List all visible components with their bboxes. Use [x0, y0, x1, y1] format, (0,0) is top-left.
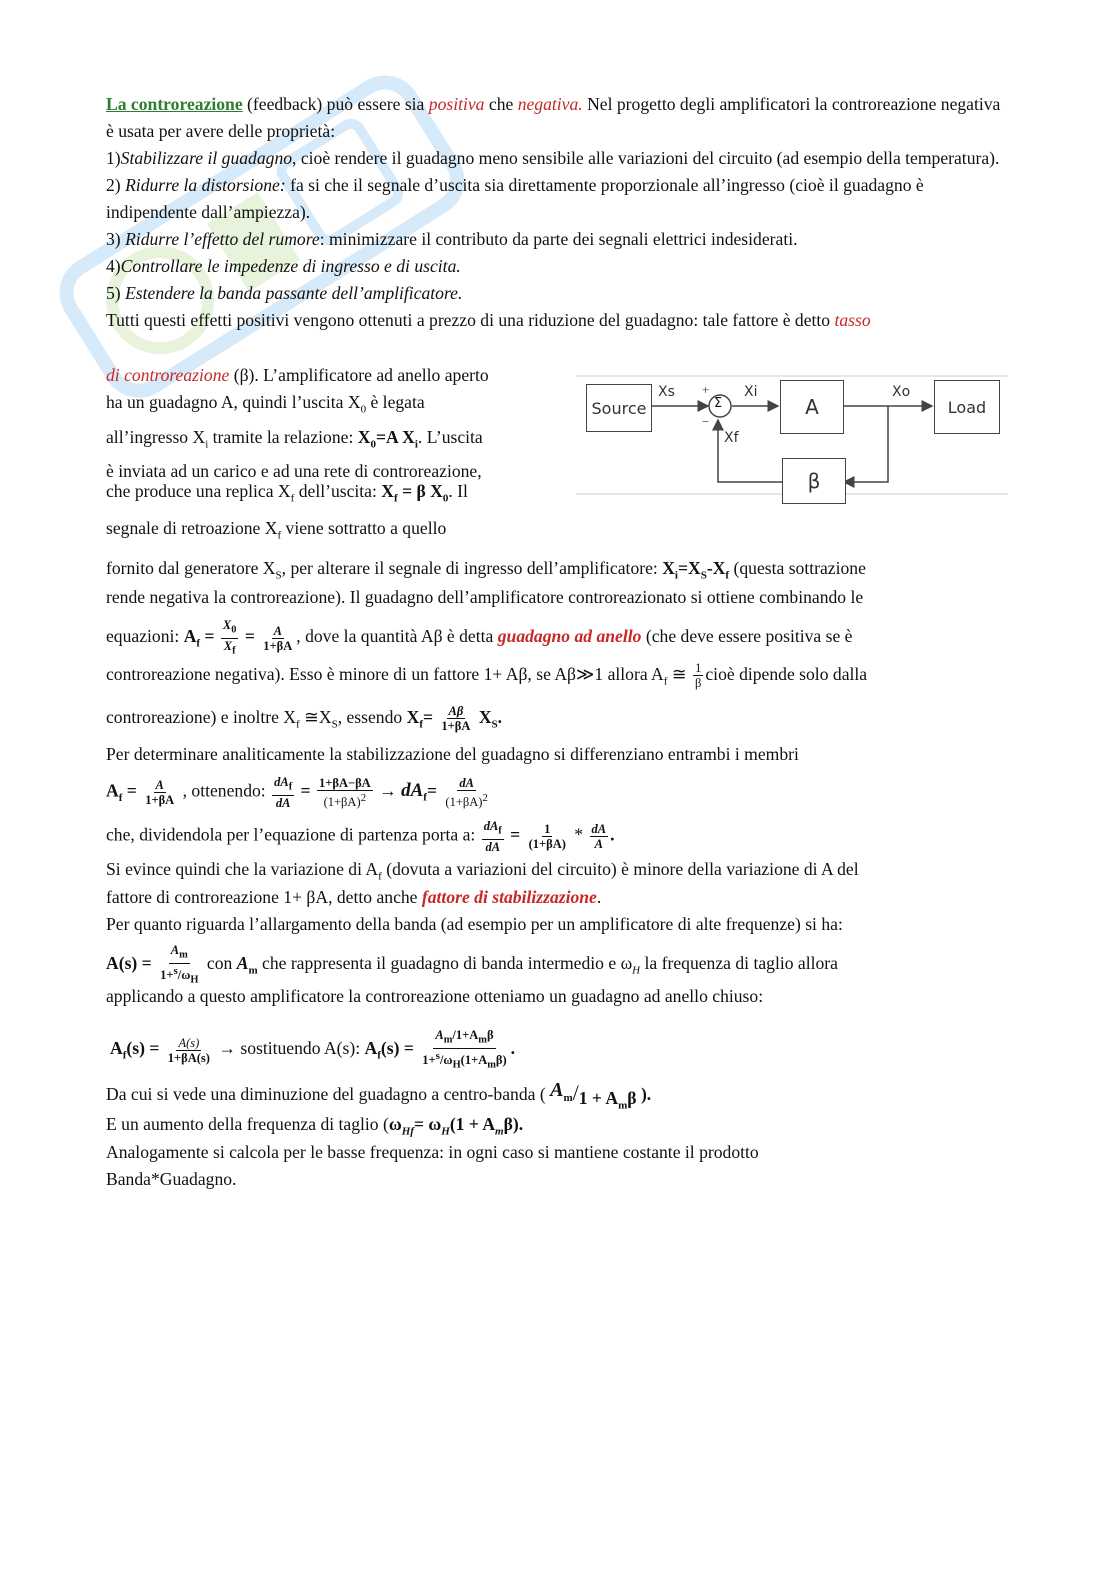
subscript: S — [700, 569, 707, 582]
feedback-description — [106, 362, 566, 485]
subscript: H — [452, 1059, 461, 1071]
load-block — [934, 380, 1000, 434]
subscript: S — [275, 569, 282, 582]
superscript: s — [173, 964, 178, 977]
paragraph-text: . Il — [448, 481, 468, 501]
equation: A — [106, 780, 119, 801]
equation: A — [183, 626, 197, 647]
paragraph-text: . L’uscita — [417, 426, 483, 447]
minus-sign: − — [702, 414, 710, 429]
denominator: 1+βA — [263, 638, 293, 653]
paragraph-text: , essendo — [337, 707, 407, 727]
subscript: f — [423, 791, 427, 804]
denominator: (1+βA) — [528, 836, 566, 851]
numerator: /1+A — [452, 1028, 479, 1042]
paragraph-text: (questa sottrazione — [729, 558, 866, 578]
tasso-term: tasso — [834, 310, 871, 330]
subscript: m — [495, 1125, 504, 1138]
fraction-1-over-beta — [693, 661, 703, 690]
equation: X — [406, 707, 420, 727]
equation: = — [505, 824, 525, 845]
closed-loop-bandwidth-equation — [110, 1028, 1010, 1072]
subscript: m — [248, 964, 258, 977]
subscript: f — [725, 569, 730, 582]
subscript: f — [232, 645, 236, 656]
feedback-description-3 — [106, 515, 566, 550]
fraction-g1 — [143, 778, 176, 807]
numerator: 1 — [544, 821, 551, 836]
numerator: dA — [483, 819, 499, 833]
paragraph-text: la frequenza di taglio allora — [640, 953, 838, 974]
equation: β — [627, 1088, 637, 1108]
fraction-g4 — [443, 776, 490, 809]
item-number: 1) — [106, 148, 121, 168]
paragraph-3-line-2 — [106, 584, 1006, 611]
paragraph-3-line-5 — [106, 704, 1006, 739]
item-number: 2) — [106, 175, 126, 195]
xi-label: Xi — [744, 384, 758, 400]
subscript: f — [663, 675, 668, 688]
equation: / — [572, 1080, 579, 1105]
negative-term: negativa. — [517, 94, 583, 114]
fraction-m2 — [420, 1028, 508, 1072]
numerator: dA — [459, 775, 474, 790]
paragraph-3-line-4 — [106, 661, 1006, 696]
denominator: /ω — [439, 1052, 453, 1067]
subscript: f — [394, 492, 398, 505]
feedback-block-diagram — [572, 366, 1012, 526]
superscript: s — [435, 1049, 440, 1062]
equation: . — [610, 824, 615, 845]
subscript: Hf — [401, 1125, 414, 1138]
paragraph-text: applicando a questo amplificatore la controreazione otteniamo un guadagno ad anello chiuso: — [106, 986, 764, 1006]
numerator: A(s) — [178, 1035, 200, 1050]
denominator: (1+A — [460, 1052, 488, 1067]
differentiation-equation-line — [106, 775, 1006, 812]
load-label: Load — [947, 397, 987, 417]
subscript: H — [632, 964, 641, 977]
equation: = — [296, 780, 315, 801]
denominator: (1+βA) — [323, 794, 361, 809]
denominator: 1+βA — [145, 792, 175, 807]
denominator: 1+ — [422, 1052, 436, 1067]
equation: =X — [677, 558, 701, 578]
equation: = — [426, 780, 437, 801]
equation: . — [510, 1038, 516, 1059]
paragraph-text: all’ingresso X — [106, 426, 206, 447]
item-title: Ridurre la distorsione: — [125, 175, 286, 195]
equation: = — [240, 626, 260, 647]
paragraph-text: fattore di controreazione 1+ βA, detto anche — [106, 887, 422, 907]
intro-text: Nel progetto degli amplificatori la controreazione negativa è usata per avere delle proprietà: — [106, 94, 1001, 141]
paragraph-7-line-3 — [106, 1139, 1006, 1166]
equation: β). — [503, 1114, 524, 1134]
fraction-am-over — [158, 943, 200, 987]
denominator: β — [695, 676, 702, 691]
equation: 1 + A — [578, 1088, 619, 1108]
fraction-a-over-1-plus-beta-a — [261, 624, 294, 653]
denominator: dA — [275, 795, 291, 810]
loop-gain-term: guadagno ad anello — [497, 626, 642, 647]
subscript: f — [377, 1049, 381, 1062]
section-title: La controreazione — [106, 94, 243, 114]
fraction-g3 — [317, 776, 373, 809]
subscript: f — [498, 825, 502, 837]
intro-text: (feedback) può essere sia — [242, 94, 429, 114]
operator: * — [569, 824, 588, 845]
equation: = — [122, 780, 142, 801]
paragraph-text: dell’uscita: — [294, 481, 382, 501]
subscript: i — [205, 438, 209, 451]
source-label: Source — [591, 398, 647, 418]
equation: ω — [388, 1114, 402, 1134]
paragraph-text: (che deve essere positiva se è — [641, 626, 853, 647]
fraction-abeta — [439, 704, 472, 733]
paragraph-text: fornito dal generatore X — [106, 558, 276, 578]
xs-label: Xs — [658, 384, 675, 400]
equation: = — [200, 626, 219, 647]
fraction-h2 — [527, 822, 568, 851]
fraction-h1 — [482, 819, 504, 854]
paragraph-text: Da cui si vede una diminuzione del guadagno a centro-banda ( — [106, 1084, 551, 1104]
equation: (1 + A — [449, 1114, 496, 1134]
denominator: β) — [495, 1052, 507, 1067]
arrow: → — [374, 780, 402, 801]
plus-sign: + — [702, 382, 710, 397]
item-title: Estendere la banda passante dell’amplificatore. — [125, 283, 463, 303]
paragraph-text: cioè dipende solo dalla — [705, 664, 868, 684]
fraction-g2 — [272, 775, 294, 810]
subscript: S — [491, 718, 498, 731]
paragraph-7-line-4 — [106, 1166, 1006, 1193]
subscript: S — [331, 718, 338, 731]
item-text: : minimizzare il contributo da parte dei segnali elettrici indesiderati. — [319, 229, 798, 249]
denominator: dA — [485, 839, 501, 854]
subscript: m — [618, 1099, 628, 1112]
denominator: A — [594, 836, 603, 851]
item-number: 4) — [106, 256, 121, 276]
feedback-network-block — [782, 458, 846, 504]
item-title: Ridurre l’effetto del rumore — [125, 229, 320, 249]
item-text: fa si che il segnale d’uscita sia direttamente proporzionale all’ingresso (cioè il guadagno è indipendente dall’ampiezza). — [106, 175, 924, 222]
paragraph-text: viene sottratto a quello — [281, 518, 447, 538]
paragraph-text: controreazione negativa). Esso è minore di un fattore 1+ Aβ, se Aβ≫1 allora A — [106, 664, 664, 684]
subscript: f — [196, 637, 201, 650]
denominator: 1+βA(s) — [167, 1050, 210, 1065]
paragraph-text: con — [202, 953, 237, 974]
paragraph-text: , per alterare il segnale di ingresso dell’amplificatore: — [281, 558, 663, 578]
positive-term: positiva — [428, 94, 485, 114]
paragraph-text: E un aumento della frequenza di taglio ( — [106, 1114, 389, 1134]
numerator: Aβ — [448, 704, 464, 719]
equation: A(s) = — [106, 953, 157, 974]
equation: X — [381, 481, 394, 501]
equation: = ω — [413, 1114, 442, 1134]
numerator: dA — [591, 821, 607, 836]
paragraph-5-line-5 — [106, 983, 1006, 1010]
xf-label: Xf — [724, 430, 739, 446]
paragraph-text: ≅X — [299, 707, 332, 727]
paragraph-text: è legata — [366, 392, 425, 412]
superscript: 2 — [482, 791, 488, 804]
paragraph-5-line-2 — [106, 884, 1006, 911]
fraction-x0-xf — [221, 618, 239, 658]
numerator: β — [486, 1028, 494, 1042]
paragraph-text: Tutti questi effetti positivi vengono ottenuti a prezzo di una riduzione del guadagno: tale fattore è detto — [106, 310, 835, 330]
equation: A — [236, 953, 249, 974]
denominator: 1+βA — [441, 719, 471, 734]
stabilization-factor-term: fattore di stabilizzazione — [421, 887, 597, 907]
equation: =A X — [375, 426, 415, 447]
closed-loop-gain-equation-line — [106, 618, 1006, 658]
subscript: 0 — [370, 438, 376, 451]
item-number: 5) — [106, 283, 126, 303]
equation: (s) = — [126, 1038, 164, 1059]
subscript: H — [441, 1125, 450, 1138]
paragraph-text: controreazione) e inoltre X — [106, 707, 297, 727]
intro-paragraph — [106, 91, 1006, 334]
numerator: A — [170, 943, 180, 957]
subscript: m — [443, 1034, 453, 1046]
equation: = β X — [397, 481, 443, 501]
equation: ). — [636, 1084, 652, 1104]
relative-variation-line — [106, 819, 1006, 854]
numerator: X — [222, 618, 232, 632]
numerator: 1 — [695, 661, 702, 676]
paragraph-text: (dovuta a variazioni del circuito) è minore della variazione di A del — [381, 859, 859, 879]
equation: A — [364, 1038, 378, 1059]
paragraph-text: Banda*Guadagno. — [106, 1169, 237, 1189]
subscript: f — [419, 718, 423, 731]
item-title: Stabilizzare il guadagno — [120, 148, 293, 168]
paragraph-text: rende negativa la controreazione). Il guadagno dell’amplificatore controreazionato si ottiene combinando le — [106, 587, 864, 607]
paragraph-text: , dove la quantità Aβ è detta — [296, 626, 498, 647]
numerator: A — [435, 1028, 444, 1042]
tasso-term: di controreazione — [106, 365, 230, 385]
paragraph-text: Per quanto riguarda l’allargamento della banda (ad esempio per un amplificatore di alte frequenze) si ha: — [106, 914, 843, 934]
equation: X — [357, 426, 371, 447]
paragraph-text: tramite la relazione: — [208, 426, 358, 447]
equation: . — [497, 707, 503, 727]
intro-text: che — [484, 94, 518, 114]
numerator: 1+βA−βA — [318, 775, 371, 790]
amplifier-label: A — [805, 395, 819, 419]
subscript: f — [118, 791, 123, 804]
paragraph-text: Analogamente si calcola per le basse frequenza: in ogni caso si mantiene costante il prodotto — [106, 1142, 759, 1162]
equation: A — [110, 1038, 123, 1059]
xo-label: Xo — [892, 384, 911, 400]
numerator: A — [155, 777, 164, 792]
subscript: f — [290, 492, 295, 505]
subscript: 0 — [231, 624, 237, 636]
paragraph-5-line-3 — [106, 911, 1006, 938]
subscript: 0 — [360, 403, 367, 416]
paragraph-text: (β). L’amplificatore ad anello aperto — [229, 365, 489, 385]
beta-label: β — [807, 469, 821, 493]
denominator: 1+ — [160, 967, 174, 982]
item-text: , cioè rendere il guadagno meno sensibile alle variazioni del circuito (ad esempio della temperatura). — [292, 148, 1000, 168]
paragraph-text: che rappresenta il guadagno di banda intermedio e ω — [257, 953, 633, 974]
source-block — [586, 384, 652, 432]
paragraph-text: ha un guadagno A, quindi l’uscita X — [106, 392, 361, 412]
feedback-description-2 — [106, 478, 566, 513]
paragraph-text: Si evince quindi che la variazione di A — [106, 859, 379, 879]
equation: = — [422, 707, 438, 727]
subscript: f — [277, 529, 282, 542]
equation: dA — [401, 780, 424, 802]
paragraph-text: è inviata ad un carico e ad una rete di controreazione, — [106, 461, 482, 482]
summing-node-symbol: Σ — [714, 396, 723, 411]
equation: X — [474, 707, 492, 727]
bandwidth-equation-line — [106, 943, 1006, 987]
paragraph-text: , ottenendo: — [178, 780, 271, 801]
fraction-m1 — [166, 1036, 212, 1065]
denominator: /ω — [177, 967, 191, 982]
paragraph-text: che produce una replica X — [106, 481, 291, 501]
denominator: X — [223, 638, 233, 653]
paragraph-text: ≅ — [667, 664, 691, 684]
paragraph-text: segnale di retroazione X — [106, 518, 278, 538]
item-title: Controllare le impedenze di ingresso e di uscita. — [120, 256, 461, 276]
equation: X — [662, 558, 675, 578]
paragraph-text: che, dividendola per l’equazione di partenza porta a: — [106, 824, 480, 845]
equation: (s) = — [380, 1038, 419, 1059]
subscript: 0 — [442, 492, 449, 505]
equation: A — [550, 1079, 564, 1101]
denominator: (1+βA) — [445, 794, 483, 809]
paragraph-4-line-1 — [106, 741, 1006, 768]
subscript: f — [296, 718, 300, 731]
subscript: m — [563, 1092, 573, 1104]
subscript: f — [378, 870, 382, 883]
subscript: H — [190, 974, 199, 986]
equation: -X — [706, 558, 726, 578]
paragraph-text: Per determinare analiticamente la stabilizzazione del guadagno si differenziano entrambi i membri — [106, 744, 799, 764]
paragraph-text: . — [596, 887, 602, 907]
subscript: i — [414, 438, 418, 451]
subscript: f — [122, 1049, 127, 1062]
numerator: dA — [274, 775, 289, 789]
subscript: m — [478, 1034, 487, 1046]
item-number: 3) — [106, 229, 126, 249]
paragraph-text: equazioni: — [106, 626, 184, 647]
subscript: m — [487, 1059, 496, 1071]
subscript: i — [674, 569, 678, 582]
amplifier-block — [780, 380, 844, 434]
subscript: m — [179, 949, 188, 961]
numerator: A — [273, 623, 282, 638]
fraction-h3 — [590, 822, 609, 851]
paragraph-text: → sostituendo A(s): — [213, 1038, 365, 1059]
subscript: f — [288, 781, 293, 793]
superscript: 2 — [360, 791, 367, 804]
